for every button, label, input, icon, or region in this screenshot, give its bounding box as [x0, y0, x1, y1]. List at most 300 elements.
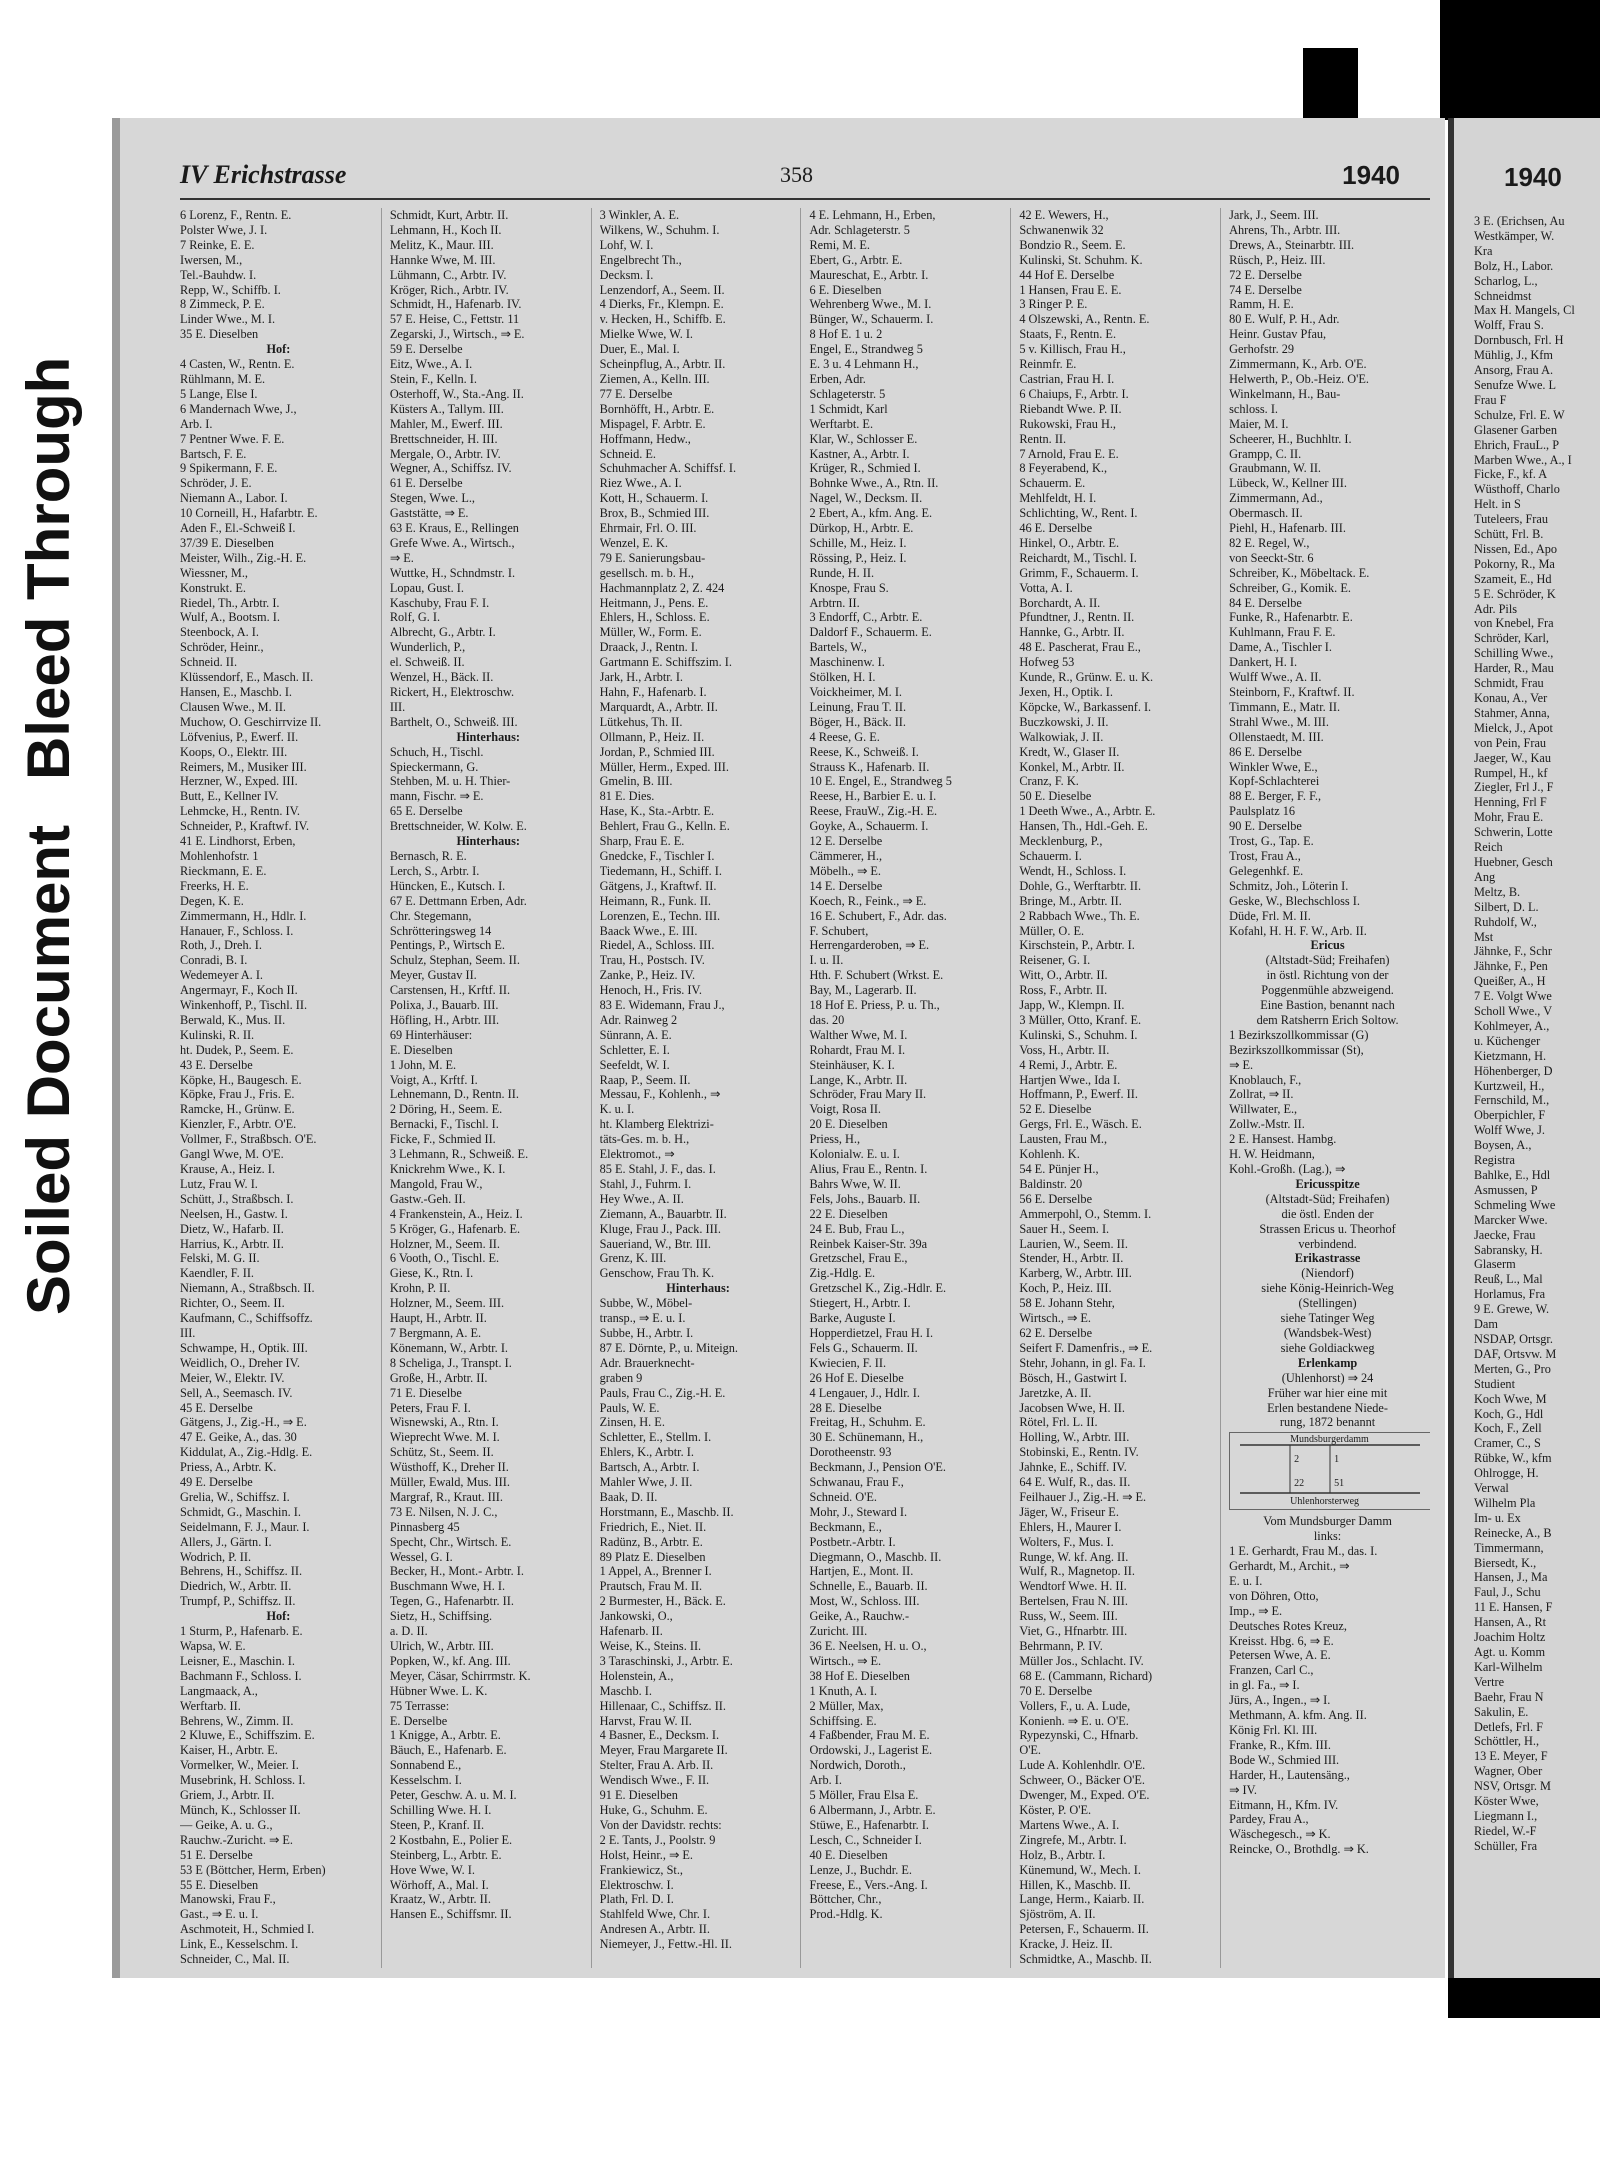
directory-entry: Schmidt, G., Maschin. I.: [180, 1504, 301, 1519]
directory-entry: Behrmann, P. IV.: [1019, 1639, 1103, 1653]
map-street-top: Mundsburgerdamm: [1290, 1434, 1369, 1446]
directory-entry: Obermasch. II.: [1229, 506, 1303, 521]
directory-entry: 5 Kröger, G., Hafenarb. E.: [389, 1221, 521, 1236]
directory-entry: III.: [389, 699, 406, 714]
facing-page-column: [1474, 214, 1575, 1854]
directory-entry: 54 E. Pünjer H.,: [1019, 1162, 1099, 1176]
directory-entry: 56 E. Derselbe: [1019, 1191, 1093, 1206]
side-label-area: [0, 330, 90, 1330]
directory-entry: Ross, F., Arbtr. II.: [1019, 983, 1108, 998]
directory-entry: Behrens, W., Zimm. II.: [180, 1713, 294, 1728]
directory-entry: 4 Dierks, Fr., Klempn. E.: [599, 297, 724, 312]
directory-entry: Bartels, W.,: [809, 640, 867, 655]
directory-entry: gesellsch. m. b. H.,: [599, 565, 694, 580]
directory-entry: Freerks, H. E.: [180, 878, 249, 893]
directory-entry: — Geike, A. u. G.,: [180, 1817, 273, 1832]
facing-page-entry: Ziegler, Frl J., F: [1474, 780, 1554, 795]
directory-entry: Allers, J., Gärtn. I.: [180, 1534, 272, 1549]
directory-entry: Möbelh., ⇒ E.: [809, 863, 881, 878]
directory-entry: Wenzel, E. K.: [599, 535, 668, 550]
facing-page-entry: Kra: [1474, 243, 1493, 258]
map-number: 22: [1294, 1478, 1305, 1490]
directory-entry: Peter, Geschw. A. u. M. I.: [389, 1788, 517, 1803]
directory-entry: Chr. Stegemann,: [389, 908, 472, 923]
directory-entry: 46 E. Derselbe: [1019, 521, 1093, 536]
directory-entry: Von der Davidstr. rechts:: [599, 1817, 722, 1832]
directory-entry: Daldorf F., Schauerm. E.: [809, 625, 932, 640]
directory-entry: Goyke, A., Schauerm. I.: [809, 819, 929, 834]
directory-entry: Pfundtner, J., Rentn. II.: [1019, 610, 1135, 625]
facing-page-entry: Horlamus, Fra: [1474, 1287, 1546, 1302]
directory-entry: Reisener, G. I.: [1019, 953, 1091, 968]
facing-page-entry: Jähnke, F., Schr: [1474, 944, 1552, 959]
directory-entry: Gätgens, J., Kraftwf. II.: [599, 878, 717, 893]
directory-entry: Butt, E., Kellner IV.: [180, 789, 279, 804]
directory-entry: Schmidtke, A., Maschb. II.: [1019, 1952, 1152, 1967]
directory-entry: 4 Olszewski, A., Rentn. E.: [1019, 312, 1150, 327]
directory-entry: Holzner, M., Seem. III.: [389, 1296, 505, 1311]
facing-page-entry: Meltz, B.: [1474, 884, 1521, 899]
facing-page-entry: Merten, G., Pro: [1474, 1361, 1551, 1376]
facing-page-entry: Kietzmann, H.: [1474, 1048, 1547, 1063]
directory-entry: 4 Faßbender, Frau M. E.: [809, 1728, 930, 1743]
directory-entry: Berwald, K., Mus. II.: [180, 1012, 286, 1027]
directory-entry: Raap, P., Seem. II.: [599, 1072, 691, 1087]
directory-entry: schloss. I.: [1229, 401, 1278, 416]
directory-entry: Mahler Wwe, J. II.: [599, 1475, 693, 1490]
directory-entry: Kiddulat, A., Zig.-Hdlg. E.: [180, 1445, 313, 1460]
directory-entry: Krüger, R., Schmied I.: [809, 461, 921, 476]
directory-entry: Seifert F. Damenfris., ⇒ E.: [1019, 1340, 1153, 1355]
directory-entry: 18 Hof E. Priess, P. u. Th.,: [809, 998, 940, 1013]
directory-entry: 65 E. Derselbe: [389, 804, 463, 819]
directory-entry: Hannke, G., Arbtr. II.: [1019, 625, 1125, 640]
directory-entry: 84 E. Derselbe: [1229, 595, 1302, 610]
directory-entry: 4 E. Lehmann, H., Erben,: [809, 208, 936, 222]
directory-entry: Stölken, H. I.: [809, 670, 876, 685]
directory-entry: 10 Corneill, H., Hafarbtr. E.: [180, 506, 318, 521]
directory-entry: Diedrich, W., Arbtr. II.: [180, 1579, 292, 1594]
top-black-bar: [1303, 48, 1358, 120]
directory-entry: Frankiewicz, St.,: [599, 1862, 683, 1877]
directory-entry: Hansen E., Schiffsmr. II.: [389, 1907, 512, 1922]
facing-page-entry: Detlefs, Frl. F: [1474, 1719, 1543, 1734]
facing-page-entry: Huebner, Gesch: [1474, 854, 1553, 869]
directory-entry: Kesselschm. I.: [389, 1773, 462, 1788]
directory-entry: 1 E. Gerhardt, Frau M., das. I.: [1229, 1544, 1378, 1559]
directory-entry: Roth, J., Dreh. I.: [180, 938, 262, 953]
facing-page-entry: Max H. Mangels, Cl: [1474, 303, 1575, 318]
directory-entry: 24 E. Bub, Frau L.,: [809, 1221, 905, 1236]
directory-entry: Pardey, Frau A.,: [1229, 1812, 1309, 1827]
directory-entry: 77 E. Derselbe: [599, 386, 673, 401]
directory-entry: Rauchw.-Zuricht. ⇒ E.: [180, 1832, 293, 1847]
directory-entry: Zollw.-Mstr. II.: [1229, 1117, 1305, 1132]
directory-entry: Rühlmann, M. E.: [180, 371, 266, 386]
directory-entry: 8 Scheliga, J., Transpt. I.: [389, 1355, 512, 1370]
page-number: 358: [780, 162, 813, 187]
directory-entry: Grefe Wwe. A., Wirtsch.,: [389, 535, 515, 550]
directory-entry: Schreiber, G., Komik. E.: [1229, 580, 1351, 595]
directory-entry: Schweer, O., Bäcker O'E.: [1019, 1773, 1145, 1788]
facing-page-entry: Bahlke, E., Hdl: [1474, 1168, 1551, 1182]
facing-page-entry: Koch, F., Zell: [1474, 1421, 1542, 1436]
directory-entry: Gangl Wwe, M. O'E.: [180, 1147, 284, 1162]
directory-entry: Bartsch, F. E.: [180, 446, 247, 461]
directory-entry: dem Ratsherrn Erich Soltow.: [1256, 1012, 1399, 1027]
directory-entry: Decksm. I.: [599, 267, 654, 282]
directory-entry: F. Schubert,: [809, 923, 869, 938]
directory-entry: Rukowski, Frau H.,: [1019, 416, 1116, 431]
facing-page-entry: Westkämper, W.: [1474, 228, 1555, 243]
directory-entry: Kraatz, W., Arbtr. II.: [389, 1892, 491, 1907]
directory-entry: Hahn, F., Hafenarb. I.: [599, 685, 707, 699]
directory-entry: Trost, Frau A.,: [1229, 848, 1301, 863]
directory-entry: Wieprecht Wwe. M. I.: [389, 1430, 500, 1445]
directory-entry: Kohlenh. K.: [1019, 1147, 1080, 1162]
directory-entry: Erlenkamp: [1297, 1355, 1358, 1370]
directory-entry: 91 E. Dieselben: [599, 1788, 678, 1803]
directory-entry: Walther Wwe, M. I.: [809, 1027, 908, 1042]
directory-entry: Gnedcke, F., Tischler I.: [599, 848, 715, 863]
directory-entry: Meister, Wilh., Zig.-H. E.: [180, 550, 307, 565]
directory-entry: Dorotheenstr. 93: [809, 1445, 892, 1460]
directory-entry: Bachmann F., Schloss. I.: [180, 1668, 302, 1683]
directory-entry: (Altstadt-Süd; Freihafen): [1265, 1191, 1390, 1206]
directory-entry: Lohf, W. I.: [599, 237, 654, 252]
directory-entry: (Uhlenhorst) ⇒ 24: [1281, 1370, 1374, 1385]
directory-entry: Schille, M., Heiz. I.: [809, 535, 907, 550]
facing-page-entry: Jaecke, Frau: [1474, 1227, 1536, 1242]
directory-entry: Meyer, Cäsar, Schirrmstr. K.: [389, 1668, 531, 1683]
directory-entry: Hofweg 53: [1019, 655, 1075, 670]
directory-entry: Margraf, R., Kraut. III.: [389, 1489, 503, 1504]
directory-entry: 52 E. Dieselbe: [1019, 1102, 1092, 1117]
directory-entry: 2 E. Hansest. Hambg.: [1229, 1132, 1337, 1147]
facing-page-entry: Henning, Frl F: [1474, 795, 1547, 810]
directory-entry: Ammerpohl, O., Stemm. I.: [1019, 1206, 1152, 1221]
bottom-black-bar: [1448, 1978, 1600, 2018]
directory-entry: 4 Lengauer, J., Hdlr. I.: [809, 1385, 920, 1400]
directory-entry: Schauerm. E.: [1019, 476, 1086, 491]
directory-entry: Hartjen, E., Mont. II.: [809, 1564, 914, 1579]
directory-entry: Schulz, Stephan, Seem. II.: [389, 953, 520, 968]
directory-entry: Schmidt, H., Hafenarb. IV.: [389, 297, 522, 312]
directory-entry: 4 Remi, J., Arbtr. E.: [1019, 1057, 1118, 1072]
directory-entry: Hof:: [266, 342, 291, 357]
directory-entry: Jaretzke, A. II.: [1019, 1385, 1092, 1400]
directory-entry: 6 Mandernach Wwe, J.,: [180, 401, 297, 416]
directory-entry: Kredt, W., Glaser II.: [1019, 744, 1120, 759]
facing-page-entry: Oberpichler, F: [1474, 1108, 1546, 1123]
directory-entry: Stehr, Johann, in gl. Fa. I.: [1019, 1355, 1146, 1370]
directory-entry: Müller, Ewald, Mus. III.: [389, 1475, 510, 1490]
directory-entry: Bode W., Schmied III.: [1229, 1752, 1340, 1767]
directory-entry: 75 Terrasse:: [389, 1698, 450, 1713]
facing-page-entry: von Pein, Frau: [1474, 735, 1547, 750]
directory-entry: Lopau, Gust. I.: [389, 580, 464, 595]
directory-entry: Erikastrasse: [1294, 1251, 1361, 1266]
facing-page-entry: 13 E. Meyer, F: [1474, 1749, 1548, 1764]
directory-entry: siehe Tatinger Weg: [1280, 1311, 1375, 1326]
directory-entry: Vollmer, F., Straßbsch. O'E.: [180, 1132, 317, 1147]
directory-entry: Kirschstein, P., Arbtr. I.: [1019, 938, 1135, 953]
directory-entry: Lühmann, C., Arbtr. IV.: [389, 267, 507, 282]
directory-entry: 6 Albermann, J., Arbtr. E.: [809, 1802, 936, 1817]
directory-entry: Hannke Wwe, M. III.: [389, 252, 496, 267]
directory-entry: Ordowski, J., Lagerist E.: [809, 1743, 933, 1758]
directory-entry: die östl. Enden der: [1281, 1206, 1374, 1221]
facing-page-entry: Nissen, Ed., Apo: [1474, 541, 1558, 556]
directory-entry: Gaststätte, ⇒ E.: [389, 506, 469, 521]
directory-entry: Winkelmann, H., Bau-: [1229, 386, 1341, 401]
directory-entry: 12 E. Derselbe: [809, 834, 883, 849]
directory-entry: 2 Ebert, A., kfm. Ang. E.: [809, 506, 933, 521]
directory-entry: Schütz, St., Seem. II.: [389, 1445, 494, 1460]
directory-entry: Fels G., Schauerm. II.: [809, 1340, 918, 1355]
directory-entry: Münch, K., Schlosser II.: [180, 1802, 301, 1817]
directory-entry: Schlichting, W., Rent. I.: [1019, 506, 1138, 521]
directory-entry: Früher war hier eine mit: [1267, 1385, 1388, 1400]
directory-entry: Grenz, K. III.: [599, 1251, 667, 1266]
directory-entry: Drews, A., Steinarbtr. III.: [1229, 237, 1355, 252]
directory-entry: Walkowiak, J. II.: [1019, 729, 1104, 744]
directory-entry: Jahnke, E., Schiff. IV.: [1019, 1460, 1127, 1475]
directory-entry: Albrecht, G., Arbtr. I.: [389, 625, 496, 640]
facing-page-entry: Glaserm: [1474, 1257, 1516, 1272]
directory-entry: Elektroschw. I.: [599, 1877, 674, 1892]
facing-page-entry: Mohr, Frau E.: [1474, 810, 1544, 825]
directory-entry: Stobinski, E., Rentn. IV.: [1019, 1445, 1139, 1460]
directory-entry: Holling, W., Arbtr. III.: [1019, 1430, 1130, 1445]
directory-entry: Rickert, H., Elektroschw.: [389, 685, 515, 699]
directory-entry: Rössing, P., Heiz. I.: [809, 550, 907, 565]
directory-entry: Wisnewski, A., Rtn. I.: [389, 1415, 499, 1430]
directory-entry: ⇒ E.: [389, 550, 414, 565]
facing-page-entry: Köster Wwe,: [1474, 1794, 1539, 1809]
facing-page-entry: Wüsthoff, Charlo: [1474, 482, 1560, 497]
directory-entry: Lorenzen, E., Techn. III.: [599, 908, 721, 923]
directory-entry: Draack, J., Rentn. I.: [599, 640, 699, 655]
directory-entry: Dankert, H. I.: [1229, 655, 1298, 670]
directory-entry: Erben, Adr.: [809, 371, 866, 386]
directory-entry: Huke, G., Schuhm. E.: [599, 1802, 708, 1817]
directory-entry: Subbe, H., Arbtr. I.: [599, 1325, 694, 1340]
facing-page-entry: Schwerin, Lotte: [1474, 825, 1553, 840]
directory-entry: E. Dieselben: [389, 1042, 453, 1057]
facing-page-entry: Schröder, Karl,: [1474, 631, 1549, 646]
directory-entry: Kaschuby, Frau F. I.: [389, 595, 490, 610]
directory-entry: Meyer, Frau Margarete II.: [599, 1743, 728, 1758]
directory-entry: 51 E. Derselbe: [180, 1847, 253, 1862]
directory-entry: Schröder, Frau Mary II.: [809, 1087, 927, 1102]
facing-page-entry: NSV, Ortsgr. M: [1474, 1779, 1551, 1794]
directory-entry: Wiessner, M.,: [180, 565, 248, 580]
directory-entry: Herzner, W., Exped. III.: [180, 774, 298, 789]
directory-entry: Nordwich, Doroth.,: [809, 1758, 906, 1773]
facing-page-entry: Schulze, Frl. E. W: [1474, 407, 1565, 422]
facing-page-entry: Reinecke, A., B: [1474, 1525, 1552, 1540]
directory-entry: Freitag, H., Schuhm. E.: [809, 1415, 926, 1430]
directory-entry: Franzen, Carl C.,: [1229, 1663, 1314, 1678]
directory-entry: Radünz, B., Arbtr. E.: [599, 1534, 703, 1549]
directory-entry: 89 Platz E. Dieselben: [599, 1549, 706, 1564]
facing-page-entry: Wolff Wwe, J.: [1474, 1123, 1545, 1138]
directory-entry: Schneid. O'E.: [809, 1489, 877, 1504]
directory-entry: Wuttke, H., Schndmstr. I.: [389, 565, 516, 580]
facing-page-entry: Boysen, A.,: [1474, 1138, 1532, 1153]
directory-entry: Kastner, A., Arbtr. I.: [809, 446, 910, 461]
directory-entry: Kienzler, F., Arbtr. O'E.: [180, 1117, 297, 1132]
directory-entry: Kuhlmann, Frau F. E.: [1229, 625, 1336, 640]
directory-entry: Bezirkszollkommissar (St),: [1229, 1042, 1364, 1057]
directory-entry: 42 E. Wewers, H.,: [1019, 208, 1109, 222]
directory-entry: E. 3 u. 4 Lehmann H.,: [809, 357, 919, 372]
facing-page-entry: Mühlig, J., Kfm: [1474, 348, 1553, 363]
directory-entry: Tegen, G., Hafenarbtr. II.: [389, 1594, 514, 1609]
directory-entry: Rentn. II.: [1019, 431, 1067, 446]
directory-entry: Jankowski, O.,: [599, 1609, 673, 1624]
directory-entry: Bohnke Wwe., A., Rtn. II.: [809, 476, 939, 491]
directory-entry: 85 E. Stahl, J. F., das. I.: [599, 1162, 716, 1176]
directory-entry: 6 Chaiups, F., Arbtr. I.: [1019, 386, 1129, 401]
facing-page-entry: 3 E. (Erichsen, Au: [1474, 214, 1565, 228]
facing-page-entry: Reich: [1474, 840, 1503, 855]
directory-entry: Hopperdietzel, Frau H. I.: [809, 1325, 934, 1340]
directory-entry: Arbtrn. II.: [809, 595, 860, 610]
directory-entry: 3 Winkler, A. E.: [599, 208, 680, 222]
directory-entry: Heitmann, J., Pens. E.: [599, 595, 709, 610]
directory-entry: ht. Dudek, P., Seem. E.: [180, 1042, 294, 1057]
directory-entry: Große, H., Arbtr. II.: [389, 1370, 488, 1385]
directory-entry: 3 Lehmann, R., Schweiß. E.: [389, 1147, 529, 1162]
directory-entry: 86 E. Derselbe: [1229, 744, 1302, 759]
directory-entry: Kopf-Schlachterei: [1229, 774, 1320, 789]
directory-entry: O'E.: [1019, 1743, 1041, 1758]
directory-entry: Reese, K., Schweiß. I.: [809, 744, 919, 759]
directory-entry: Bondzio R., Seem. E.: [1019, 237, 1126, 252]
directory-entry: 1 Bezirkszollkommissar (G): [1229, 1027, 1369, 1042]
facing-page-entry: Timmermann,: [1474, 1540, 1544, 1555]
directory-entry: Becker, H., Mont.- Arbtr. I.: [389, 1564, 524, 1579]
directory-entry: 41 E. Lindhorst, Erben,: [180, 834, 296, 849]
directory-entry: 3 Endorff, C., Arbtr. E.: [809, 610, 923, 625]
directory-entry: Runde, H. II.: [809, 565, 875, 580]
directory-entry: Gartmann E. Schiffszim. I.: [599, 655, 732, 670]
directory-entry: Hansen, E., Maschb. I.: [180, 685, 293, 699]
directory-entry: Schnelle, E., Bauarb. II.: [809, 1579, 928, 1594]
street-map-sketch: [1229, 1432, 1430, 1510]
directory-entry: Wehrenberg Wwe., M. I.: [809, 297, 932, 312]
directory-entry: 3 Ringer P. E.: [1019, 297, 1088, 312]
facing-page-entry: Dornbusch, Frl. H: [1474, 333, 1564, 348]
directory-entry: Brox, B., Schmied III.: [599, 506, 710, 521]
directory-entry: Cranz, F. K.: [1019, 774, 1079, 789]
directory-entry: Künemund, W., Mech. I.: [1019, 1862, 1141, 1877]
directory-entry: Schiffsing. E.: [809, 1713, 877, 1728]
directory-entry: Bertelsen, Frau N. III.: [1019, 1594, 1128, 1609]
directory-entry: Zig.-Hdlg. E.: [809, 1266, 876, 1281]
directory-entry: Jark, J., Seem. III.: [1229, 208, 1319, 222]
facing-page-entry: von Knebel, Fra: [1474, 616, 1554, 631]
directory-entry: Ziemen, A., Kelln. III.: [599, 371, 710, 386]
directory-entry: Postbetr.-Arbtr. I.: [809, 1534, 896, 1549]
facing-page-entry: Vertre: [1474, 1674, 1505, 1689]
directory-entry: Schuch, H., Tischl.: [389, 744, 484, 759]
directory-entry: Wenzel, H., Bäck. II.: [389, 670, 494, 685]
facing-page-entry: Wagner, Ober: [1474, 1764, 1543, 1779]
directory-entry: Koops, O., Elektr. III.: [180, 744, 288, 759]
directory-entry: Voickheimer, M. I.: [809, 685, 902, 699]
directory-entry: 64 E. Wulf, R., das. II.: [1019, 1475, 1131, 1490]
facing-page-entry: Szameit, E., Hd: [1474, 571, 1552, 586]
directory-entry: (Niendorf): [1301, 1266, 1354, 1281]
directory-entry: 1 Appel, A., Brenner I.: [599, 1564, 712, 1579]
directory-entry: Buschmann Wwe, H. I.: [389, 1579, 506, 1594]
directory-entry: Eitmann, H., Kfm. IV.: [1229, 1797, 1339, 1812]
directory-entry: Strauss K., Hafenarb. II.: [809, 759, 930, 774]
directory-entry: Jexen, H., Optik. I.: [1019, 685, 1113, 699]
facing-page-entry: Joachim Holtz: [1474, 1630, 1546, 1645]
directory-entry: Reese, FrauW., Zig.-H. E.: [809, 804, 938, 819]
directory-entry: 61 E. Derselbe: [389, 476, 463, 491]
directory-entry: 37/39 E. Dieselben: [180, 535, 274, 550]
directory-entry: Heinr. Gustav Pfau,: [1229, 327, 1327, 342]
directory-entry: Ebert, G., Arbtr. E.: [809, 252, 903, 267]
directory-entry: Giese, K., Rtn. I.: [389, 1266, 474, 1281]
directory-entry: Imp., ⇒ E.: [1229, 1603, 1283, 1618]
directory-entry: Schwanau, Frau F.,: [809, 1475, 904, 1490]
directory-entry: Lesch, C., Schneider I.: [809, 1832, 922, 1847]
directory-entry: Steinhäuser, K. I.: [809, 1057, 895, 1072]
directory-entry: Ehlers, H., Maurer I.: [1019, 1519, 1122, 1534]
directory-entry: Winkler Wwe, E.,: [1229, 759, 1318, 774]
facing-page-entry: Ehrich, FrauL., P: [1474, 437, 1560, 452]
directory-entry: Zimmermann, H., Hdlr. I.: [180, 908, 307, 923]
directory-entry: Rohardt, Frau M. I.: [809, 1042, 906, 1057]
directory-entry: Dürkop, H., Arbtr. E.: [809, 521, 914, 536]
directory-entry: Schmidt, Kurt, Arbtr. II.: [389, 208, 509, 222]
directory-entry: Voss, H., Arbtr. II.: [1019, 1042, 1110, 1057]
facing-page-entry: Senufze Wwe. L: [1474, 377, 1557, 392]
directory-entry: Most, W., Schloss. III.: [809, 1594, 920, 1609]
directory-entry: Lehnemann, D., Rentn. II.: [389, 1087, 519, 1102]
directory-entry: Dietz, W., Hafarb. II.: [180, 1221, 284, 1236]
directory-entry: 1 Sturm, P., Hafenarb. E.: [180, 1624, 303, 1639]
directory-entry: 59 E. Derselbe: [389, 342, 463, 357]
directory-entry: Konstrukt. E.: [180, 580, 246, 595]
directory-entry: Mehlfeldt, H. I.: [1019, 491, 1097, 506]
directory-entry: Hth. F. Schubert (Wrkst. E.: [809, 968, 944, 983]
directory-column: [809, 208, 1011, 1968]
bleed-through-label: Bleed Through: [15, 356, 82, 780]
directory-entry: Hüncken, E., Kutsch. I.: [389, 878, 506, 893]
directory-entry: Lausten, Frau M.,: [1019, 1132, 1108, 1147]
directory-entry: Stegen, Wwe. L.,: [389, 491, 475, 506]
directory-entry: Reichardt, M., Tischl. I.: [1019, 550, 1137, 565]
directory-entry: Messau, F., Kohlenh., ⇒: [599, 1087, 721, 1102]
directory-entry: Steenbock, A. I.: [180, 625, 259, 640]
directory-entry: Peters, Frau F. I.: [389, 1400, 471, 1415]
directory-entry: Kaufmann, C., Schiffsoffz.: [180, 1311, 313, 1326]
facing-page-entry: Schilling Wwe.,: [1474, 646, 1554, 661]
facing-page-entry: Jähnke, F., Pen: [1474, 959, 1548, 974]
top-right-black-bar: [1440, 0, 1600, 120]
directory-entry: Marquardt, A., Arbtr. II.: [599, 699, 718, 714]
directory-entry: Witt, O., Arbtr. II.: [1019, 968, 1108, 983]
directory-entry: E. Derselbe: [389, 1713, 448, 1728]
directory-entry: Scheerer, H., Buchhltr. I.: [1229, 431, 1352, 446]
